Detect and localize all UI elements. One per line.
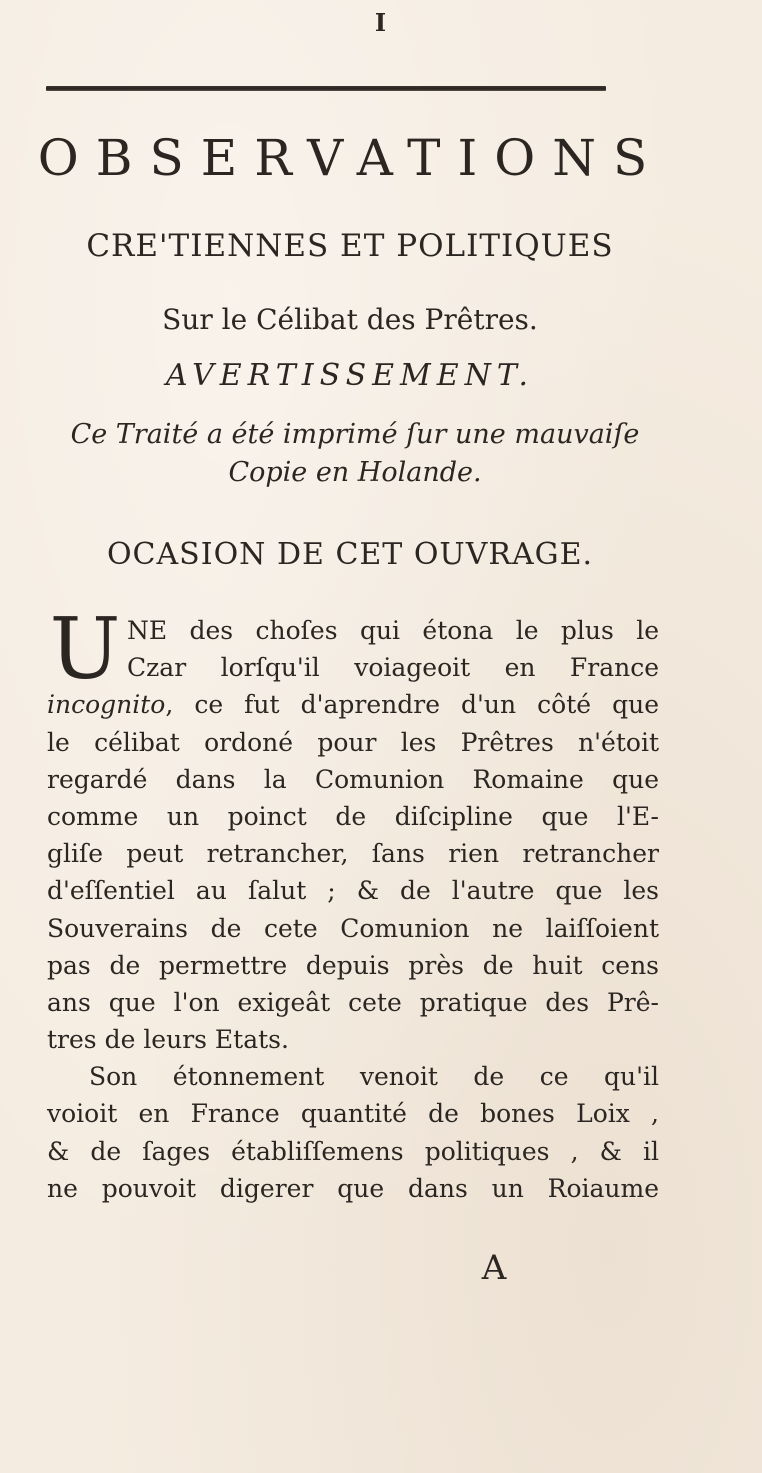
notice-heading: AVERTISSEMENT. xyxy=(165,358,535,393)
drop-cap: U xyxy=(49,600,121,698)
page-number: I xyxy=(374,8,388,37)
notice-line: Ce Traité a été imprimé ſur une mauvaiſe xyxy=(70,419,640,450)
header-rule xyxy=(46,86,606,91)
text-line: NE des choſes qui étona le plus le xyxy=(127,616,659,645)
text-line: d'eſſentiel au ſalut ; & de l'autre que les xyxy=(47,876,659,906)
text-line: regardé dans la Comunion Romaine que xyxy=(47,764,659,794)
text-line: pas de permettre depuis près de huit cens xyxy=(47,950,659,980)
section-heading: OCASION DE CET OUVRAGE. xyxy=(106,537,594,572)
text-line: voioit en France quantité de bones Loix , xyxy=(47,1099,659,1129)
text-line: Son étonnement venoit de ce qu'il xyxy=(89,1062,659,1092)
text-line: Czar lorſqu'il voiageoit en France xyxy=(127,653,659,683)
text-line: ans que l'on exigeât cete pratique des Prê- xyxy=(47,987,659,1017)
text-line: gliſe peut retrancher, ſans rien retrancher xyxy=(47,839,659,869)
text-line: le célibat ordoné pour les Prêtres n'étoit xyxy=(47,727,659,757)
subject-line: Sur le Célibat des Prêtres. xyxy=(162,303,538,336)
body-text xyxy=(47,600,659,1207)
catchword: A xyxy=(481,1248,507,1288)
page-title: OBSERVATIONS xyxy=(37,129,665,187)
text-line: comme un poinct de diſcipline que l'E- xyxy=(47,801,659,831)
notice-line: Copie en Holande. xyxy=(228,457,482,488)
notice-text xyxy=(40,416,670,492)
text-line: & de ſages établiſſemens politiques , & il xyxy=(47,1136,659,1166)
text-line: Souverains de cete Comunion ne laiſſoient xyxy=(47,913,659,943)
text-line: tres de leurs Etats. xyxy=(47,1025,289,1055)
page-subtitle: CRE'TIENNES ET POLITIQUES xyxy=(86,228,614,264)
italic-word: incognito xyxy=(47,690,166,720)
text-line: incognito, ce fut d'aprendre d'un côté que xyxy=(47,690,659,720)
text-line: ne pouvoit digerer que dans un Roiaume xyxy=(47,1173,659,1203)
